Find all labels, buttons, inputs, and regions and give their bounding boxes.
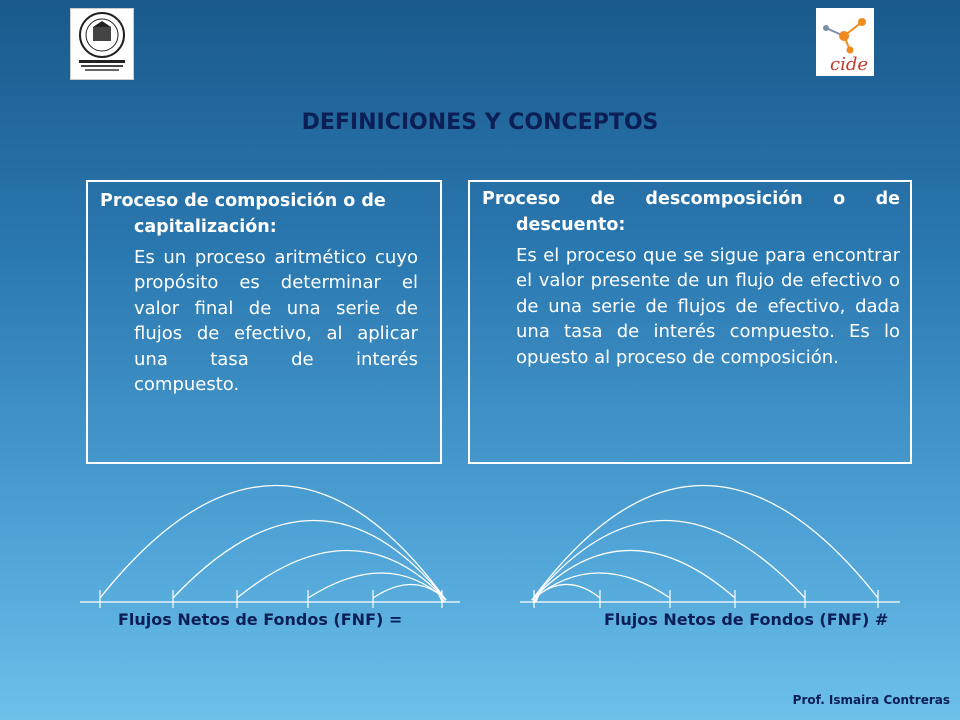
decomposition-definition-box [468, 180, 912, 464]
cide-logo [816, 8, 874, 76]
timeline-ticks [100, 590, 442, 608]
discounting-arc-diagram [510, 462, 910, 622]
composition-heading [100, 188, 418, 241]
svg-text:cide: cide [830, 54, 869, 75]
decomposition-body: Es el proceso que se sigue para encontrar el valor presente de un flujo de efectivo o de una serie de flujos de efectivo, dada una tasa de interés compuesto. Es lo opuesto al proceso de composición. [516, 244, 900, 368]
composition-body: Es un proceso aritmético cuyo propósito es determinar el valor final de una serie de flujos de efectivo, al aplicar una tasa de interés compuesto. [134, 246, 418, 396]
composition-definition-box [86, 180, 442, 464]
composition-heading-line2: capitalización: [134, 217, 277, 238]
compounding-arcs [100, 485, 446, 600]
decomposition-heading [482, 186, 900, 239]
decomposition-heading-line2: descuento: [516, 215, 626, 236]
discounting-arcs [532, 485, 878, 600]
timeline-ticks [534, 590, 878, 608]
composition-heading-line1: Proceso de composición o de [100, 191, 386, 211]
decomposition-heading-line1: Proceso de descomposición o de [482, 189, 900, 209]
fnf-label-discounting: Flujos Netos de Fondos (FNF) # [604, 610, 889, 629]
slide-title: DEFINICIONES Y CONCEPTOS [301, 110, 659, 135]
universidad-de-los-andes-seal [70, 8, 134, 80]
fnf-label-compounding: Flujos Netos de Fondos (FNF) = [118, 610, 403, 629]
compounding-arc-diagram [70, 462, 470, 622]
author-credit: Prof. Ismaira Contreras [792, 693, 950, 707]
